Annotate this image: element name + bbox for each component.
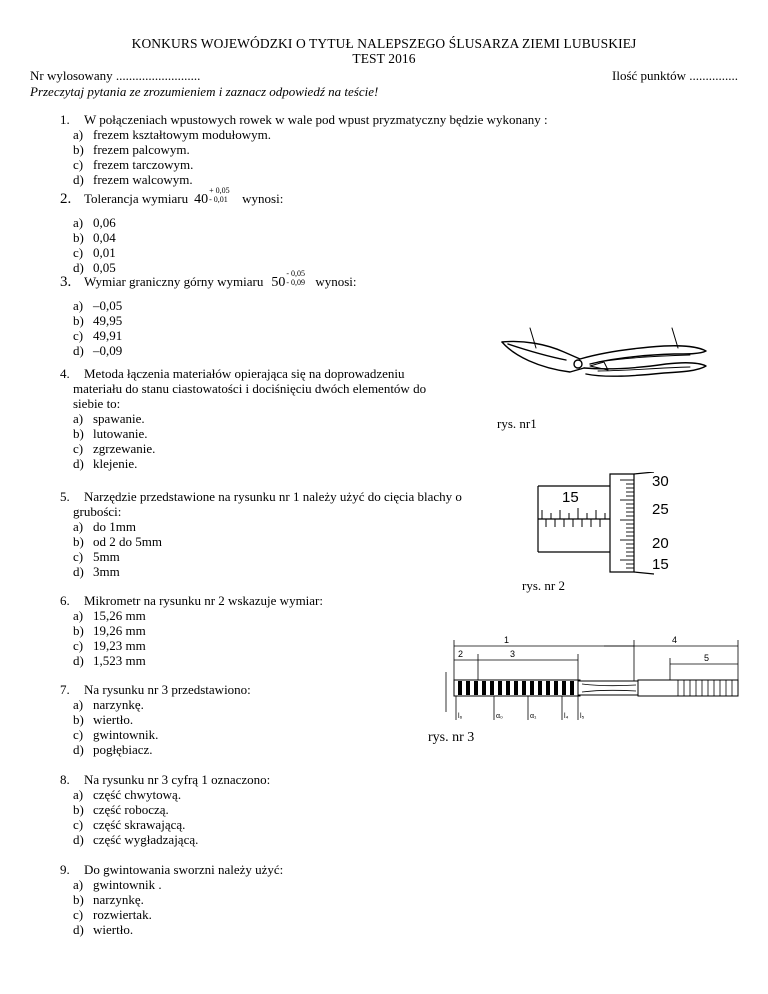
tap-bottom-label-2: α₀ (496, 713, 503, 720)
question-5-option-a: a) do 1mm (73, 519, 136, 534)
question-4-option-d: d) klejenie. (73, 456, 138, 471)
question-7-option-d: d) pogłębiacz. (73, 742, 153, 757)
question-5: 5. Narzędzie przedstawione na rysunku nr 1 należy użyć do cięcia blachy o grubości: a) do 1mm b) od 2 do 5mm c) 5mm d) 3mm (60, 489, 462, 579)
question-7: 7. Na rysunku nr 3 przedstawiono: a) narzynkę. b) wiertło. c) gwintownik. d) pogłębiacz. (60, 682, 251, 757)
question-3: 3. Wymiar graniczny górny wymiaru 50 - 0,05 - 0,09 wynosi: a) –0,05 b) 49,95 c) 49,91 d) –0,09 (60, 269, 357, 358)
thimble-label-15: 15 (652, 556, 669, 573)
question-9-text: Do gwintowania sworzni należy użyć: (84, 862, 284, 877)
question-1-option-b: b) frezem palcowym. (73, 142, 190, 157)
tap-bottom-label-3: α₁ (530, 713, 537, 720)
question-8-option-a: a) część chwytową. (73, 787, 182, 802)
tap-bottom-label-5: l₅ (580, 713, 585, 720)
figure-2-caption: rys. nr 2 (522, 578, 565, 593)
question-3-option-a: a) –0,05 (73, 298, 123, 313)
question-5-line-2: grubości: (73, 504, 122, 519)
thimble-label-25: 25 (652, 501, 669, 518)
question-4: 4. Metoda łączenia materiałów opierająca się na doprowadzeniu materiału do stanu ciastowatości i dociśnięciu dwóch elementów do siebie to: a) spawanie. b) lutowanie. c) zgrzewanie. d) klejenie. (60, 366, 427, 471)
sleeve-ticks (542, 508, 605, 527)
question-1-option-c: c) frezem tarczowym. (73, 157, 194, 172)
question-5-option-b: b) od 2 do 5mm (73, 534, 162, 549)
draw-number-field: Nr wylosowany .......................... (30, 68, 201, 83)
question-2-option-d: d) 0,05 (73, 260, 116, 275)
test-title: KONKURS WOJEWÓDZKI O TYTUŁ NALEPSZEGO ŚLUSARZA ZIEMI LUBUSKIEJ (131, 36, 637, 51)
tap-label-2: 2 (458, 649, 464, 659)
question-6-option-b: b) 19,26 mm (73, 623, 146, 638)
question-7-text: Na rysunku nr 3 przedstawiono: (84, 682, 251, 697)
tap-bottom-label-4: l₄ (564, 713, 569, 720)
question-6: 6. Mikrometr na rysunku nr 2 wskazuje wymiar: a) 15,26 mm b) 19,26 mm c) 19,23 mm d) 1,523 mm (60, 593, 324, 668)
question-5-line-1: Narzędzie przedstawione na rysunku nr 1 należy użyć do cięcia blachy o (84, 489, 462, 504)
tap-label-4: 4 (672, 635, 678, 645)
question-3-option-d: d) –0,09 (73, 343, 123, 358)
question-8-text: Na rysunku nr 3 cyfrą 1 oznaczono: (84, 772, 271, 787)
dimension-40: 40 + 0,05 - 0,01 (194, 186, 230, 207)
question-2-option-b: b) 0,04 (73, 230, 116, 245)
question-4-line-3: siebie to: (73, 396, 121, 411)
question-1-option-a: a) frezem kształtowym modułowym. (73, 127, 271, 142)
question-8-option-c: c) część skrawającą. (73, 817, 186, 832)
question-1: 1. W połączeniach wpustowych rowek w wale pod wpust pryzmatyczny będzie wykonany : a) frezem kształtowym modułowym. b) frezem palcowym. c) frezem tarczowym. d) frezem walcowym. (60, 112, 548, 187)
question-2-option-a: a) 0,06 (73, 215, 116, 230)
question-3-option-b: b) 49,95 (73, 313, 123, 328)
tap-label-1: 1 (504, 635, 510, 645)
question-4-line-2: materiału do stanu ciastowatości i dociśnięciu dwóch elementów do (73, 381, 427, 396)
question-2: 2. Tolerancja wymiaru 40 + 0,05 - 0,01 wynosi: a) 0,06 b) 0,04 c) 0,01 d) 0,05 (60, 186, 284, 275)
question-4-option-a: a) spawanie. (73, 411, 145, 426)
figure-2-micrometer (516, 472, 676, 580)
thimble-ticks (620, 480, 634, 568)
question-9-option-b: b) narzynkę. (73, 892, 144, 907)
question-1-option-d: d) frezem walcowym. (73, 172, 193, 187)
figure-1-caption: rys. nr1 (497, 416, 537, 431)
question-5-option-c: c) 5mm (73, 549, 120, 564)
tap-bottom-label-1: l₆ (458, 713, 463, 720)
sleeve-label: 15 (562, 489, 579, 506)
instruction: Przeczytaj pytania ze zrozumieniem i zaznacz odpowiedź na teście! (30, 84, 379, 99)
question-3-option-c: c) 49,91 (73, 328, 123, 343)
question-7-option-b: b) wiertło. (73, 712, 134, 727)
figure-3-tap (438, 632, 756, 728)
tap-threads (458, 681, 574, 695)
dimension-50: 50 - 0,05 - 0,09 (271, 269, 306, 290)
figure-3-caption: rys. nr 3 (428, 730, 475, 745)
test-subtitle: TEST 2016 (352, 51, 416, 66)
question-4-option-b: b) lutowanie. (73, 426, 148, 441)
question-6-option-d: d) 1,523 mm (73, 653, 146, 668)
question-8-option-d: d) część wygładzającą. (73, 832, 199, 847)
question-8: 8. Na rysunku nr 3 cyfrą 1 oznaczono: a) część chwytową. b) część roboczą. c) część skrawającą. d) część wygładzającą. (60, 772, 271, 847)
figure-1-tin-snips (494, 326, 724, 396)
points-field: Ilość punktów ............... (612, 68, 739, 83)
tap-label-5: 5 (704, 653, 710, 663)
tap-label-3: 3 (510, 649, 516, 659)
question-9-option-c: c) rozwiertak. (73, 907, 152, 922)
question-4-option-c: c) zgrzewanie. (73, 441, 156, 456)
question-9-option-d: d) wiertło. (73, 922, 134, 937)
question-4-line-1: Metoda łączenia materiałów opierająca się na doprowadzeniu (84, 366, 405, 381)
question-6-text: Mikrometr na rysunku nr 2 wskazuje wymiar: (84, 593, 324, 608)
question-6-option-a: a) 15,26 mm (73, 608, 146, 623)
question-1-text: W połączeniach wpustowych rowek w wale pod wpust pryzmatyczny będzie wykonany : (84, 112, 548, 127)
question-7-option-a: a) narzynkę. (73, 697, 144, 712)
question-8-option-b: b) część roboczą. (73, 802, 169, 817)
question-7-option-c: c) gwintownik. (73, 727, 159, 742)
thimble-label-20: 20 (652, 535, 669, 552)
thimble-label-30: 30 (652, 473, 669, 490)
question-5-option-d: d) 3mm (73, 564, 120, 579)
question-2-option-c: c) 0,01 (73, 245, 116, 260)
question-9: 9. Do gwintowania sworzni należy użyć: a) gwintownik . b) narzynkę. c) rozwiertak. d) wiertło. (60, 862, 284, 937)
question-9-option-a: a) gwintownik . (73, 877, 162, 892)
question-6-option-c: c) 19,23 mm (73, 638, 146, 653)
